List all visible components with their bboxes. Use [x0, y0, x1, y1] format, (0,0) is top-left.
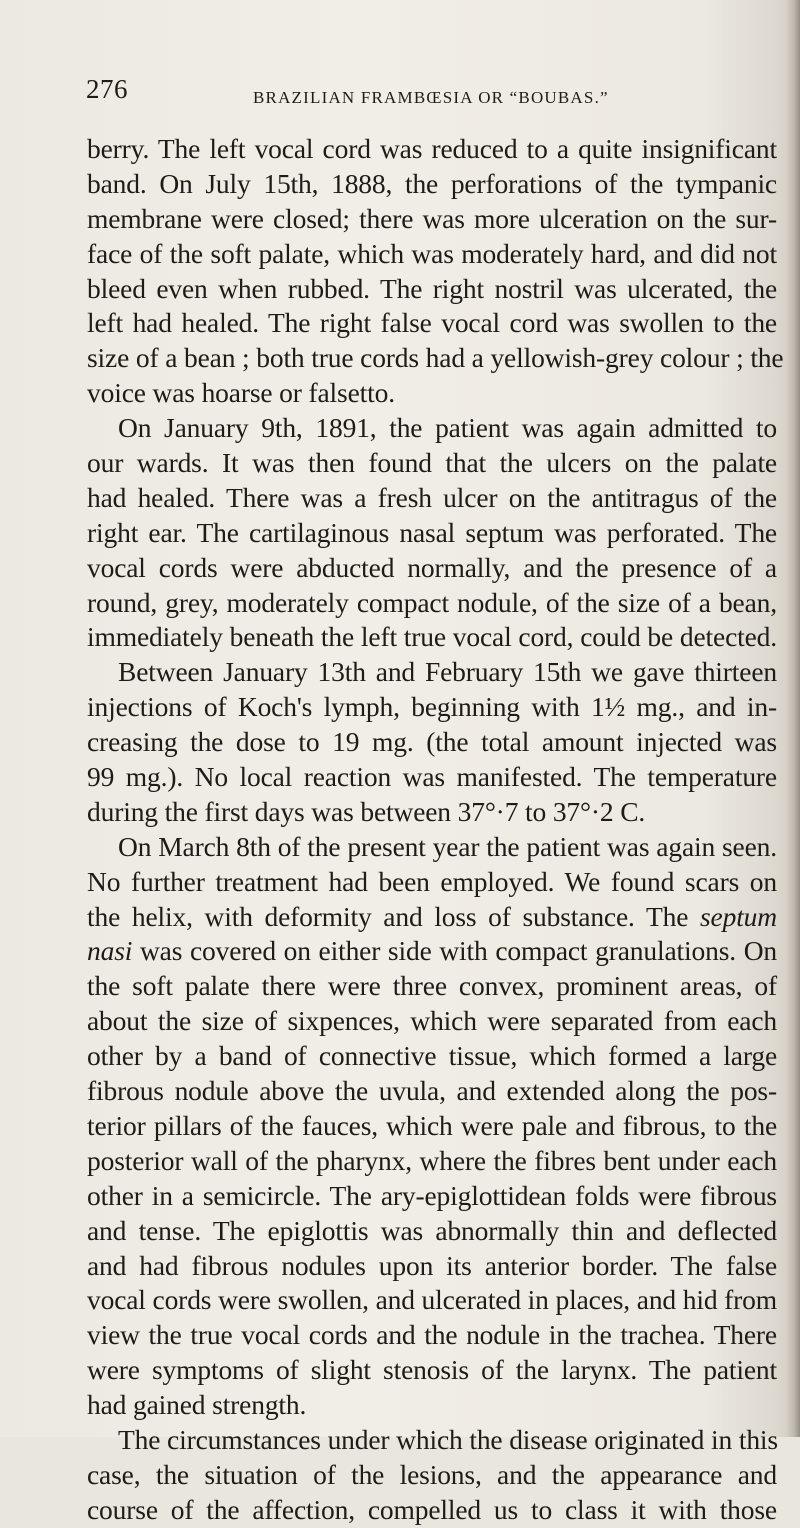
text-line: The circumstances under which the disease originated in this [118, 1423, 778, 1455]
text-line [87, 900, 777, 935]
text-line: face of the soft palate, which was moderately hard, and did not [87, 237, 777, 269]
text-line: posterior wall of the pharynx, where the fibres bent under each [87, 1144, 777, 1176]
text-line: injections of Koch's lymph, beginning with 1½ mg., and in- [87, 691, 777, 723]
text-line: No further treatment had been employed. We found scars on [87, 865, 777, 897]
text-line: course of the affection, compelled us to class it with those [87, 1493, 777, 1525]
text-line: vocal cords were swollen, and ulcerated in places, and hid from [87, 1284, 778, 1316]
text-line [87, 934, 777, 969]
italic-term: nasi [87, 935, 133, 967]
text-line: fibrous nodule above the uvula, and extended along the pos- [87, 1075, 777, 1107]
text-line: were symptoms of slight stenosis of the larynx. The patient [87, 1354, 777, 1386]
text-line: our wards. It was then found that the ulcers on the palate [87, 447, 777, 479]
page-header [0, 74, 800, 114]
text-line: bleed even when rubbed. The right nostril was ulcerated, the [87, 272, 777, 304]
text-line: membrane were closed; there was more ulceration on the sur- [87, 202, 777, 234]
page-edge-shadow [786, 0, 800, 1437]
text-line: band. On July 15th, 1888, the perforations of the tympanic [87, 167, 777, 199]
text-line: left had healed. The right false vocal cord was swollen to the [87, 307, 777, 339]
text-line: view the true vocal cords and the nodule in the trachea. There [87, 1319, 777, 1351]
text-line: berry. The left vocal cord was reduced to a quite insignificant [87, 133, 777, 164]
text-line: size of a bean ; both true cords had a yellowish-grey colour ; the [87, 342, 784, 374]
page-number: 276 [86, 74, 128, 104]
text-line: On January 9th, 1891, the patient was again admitted to [118, 412, 777, 444]
running-head: BRAZILIAN FRAMBŒSIA OR “BOUBAS.” [253, 88, 609, 107]
text-line: immediately beneath the left true vocal cord, could be detected. [87, 621, 777, 653]
text-line: and had fibrous nodules upon its anterior border. The false [87, 1249, 777, 1281]
italic-term: septum [699, 900, 777, 932]
text-line: On March 8th of the present year the patient was again seen. [118, 830, 777, 862]
text-line: and tense. The epiglottis was abnormally thin and deflected [87, 1214, 777, 1246]
text-line: Between January 13th and February 15th we gave thirteen [118, 656, 777, 688]
text-line: 99 mg.). No local reaction was manifested. The temperature [87, 761, 777, 793]
line-roman-text: the helix, with deformity and loss of substance. The [87, 900, 700, 932]
text-line: the soft palate there were three convex, prominent areas, of [87, 970, 777, 1002]
body-text [87, 132, 784, 1528]
text-line: had healed. There was a fresh ulcer on the antitragus of the [87, 481, 777, 513]
text-line: round, grey, moderately compact nodule, of the size of a bean, [87, 586, 777, 618]
text-line: about the size of sixpences, which were separated from each [87, 1005, 777, 1037]
text-line: vocal cords were abducted normally, and the presence of a [87, 551, 777, 583]
text-line: during the first days was between 37°·7 to 37°·2 C. [87, 795, 646, 827]
text-line: voice was hoarse or falsetto. [87, 377, 395, 409]
text-line: case, the situation of the lesions, and the appearance and [87, 1458, 777, 1490]
text-line: other in a semicircle. The ary-epiglottidean folds were fibrous [87, 1179, 777, 1211]
line-roman-text: was covered on either side with compact granulations. On [132, 935, 777, 967]
text-line: right ear. The cartilaginous nasal septum was perforated. The [87, 516, 777, 548]
text-line: other by a band of connective tissue, which formed a large [87, 1040, 777, 1072]
text-line: had gained strength. [87, 1389, 307, 1421]
text-line: creasing the dose to 19 mg. (the total amount injected was [87, 726, 777, 758]
text-line: terior pillars of the fauces, which were pale and fibrous, to the [87, 1109, 777, 1141]
